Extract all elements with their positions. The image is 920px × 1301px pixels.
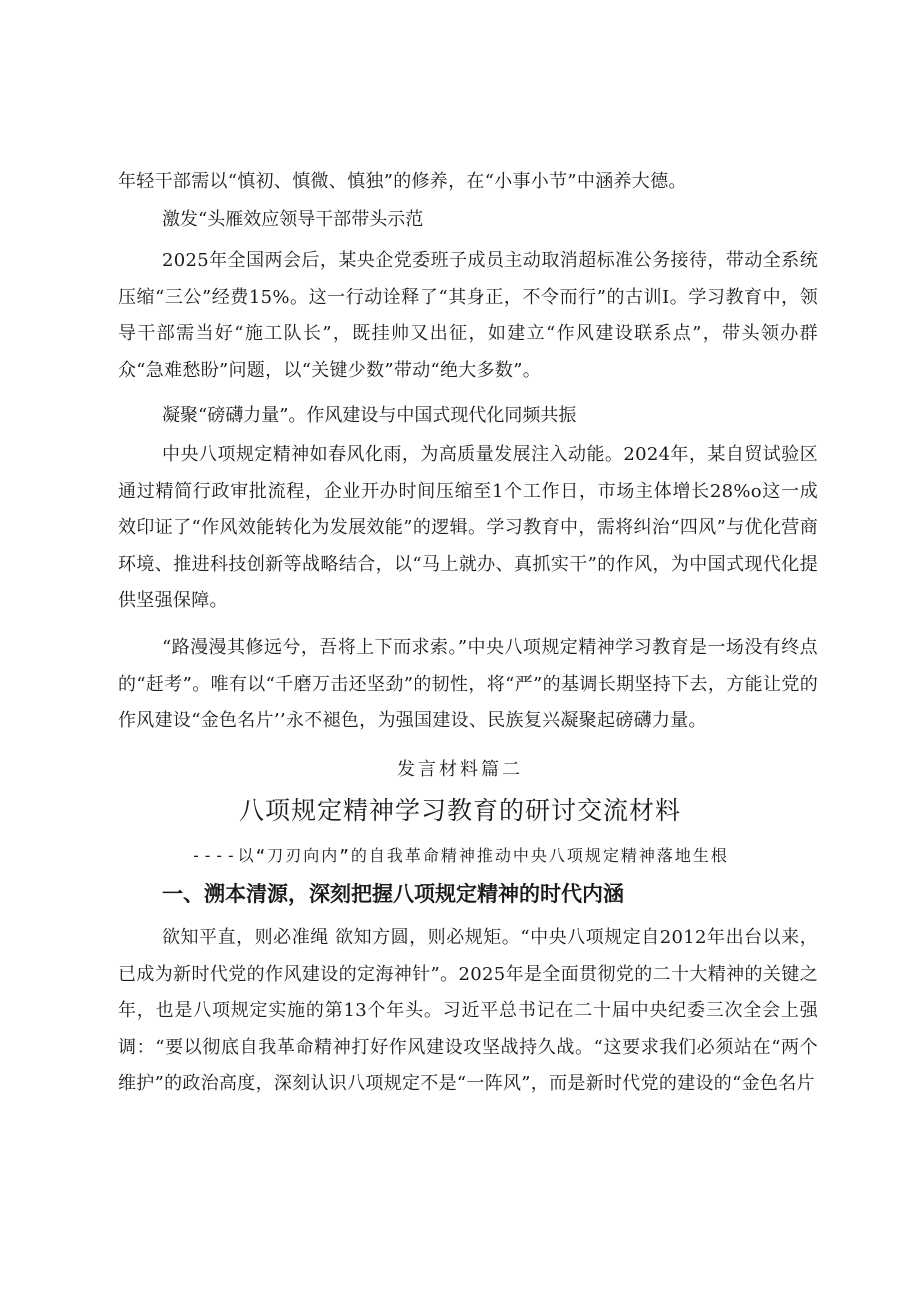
- document-title: 八项规定精神学习教育的研讨交流材料: [238, 796, 681, 825]
- paragraph-strength: 中央八项规定精神如春风化雨，为高质量发展注入动能。2024年，某自贸试验区通过精简行政审批流程，企业开办时间压缩至1个工作日，市场主体增长28%o这一成效印证了“作风效能转化为发展效能”的逻辑。学习教育中，需将纠治“四风”与优化营商环境、推进科技创新等战略结合，以“马上就办、真抓实干”的作风，为中国式现代化提供坚强保障。: [118, 444, 818, 611]
- subheading-leading-example: 激发“头雁效应领导干部带头示范: [162, 209, 424, 230]
- paragraph-leading-example: 2025年全国两会后，某央企党委班子成员主动取消超标准公务接待，带动全系统压缩“三公”经费15%。这一行动诠释了“其身正，不令而行”的古训I。学习教育中，领导干部需当好“施工队长”，既挂帅又出征，如建立“作风建设联系点”，带头领办群众“急难愁盼”问题，以“关键少数”带动“绝大多数”。: [118, 250, 818, 381]
- document-subtitle: ----以“刀刃向内”的自我革命精神推动中央八项规定精神落地生根: [191, 846, 729, 865]
- paragraph-conclusion: “路漫漫其修远兮，吾将上下而求索。”中央八项规定精神学习教育是一场没有终点的“赶考”。唯有以“千磨万击还坚劲”的韧性，将“严”的基调长期坚持下去，方能让党的作风建设“金色名片’’永不褪色，为强国建设、民族复兴凝聚起磅礴力量。: [118, 637, 818, 731]
- section-label: 发言材料篇二: [397, 759, 523, 780]
- paragraph-intro-tail: 年轻干部需以“慎初、慎微、慎独”的修养，在“小事小节”中涵养大德。: [118, 171, 687, 192]
- paragraph-section-1: 欲知平直，则必准绳 欲知方圆，则必规矩。“中央八项规定自2012年出台以来，已成为新时代党的作风建设的定海神针”。2025年是全面贯彻党的二十大精神的关键之年，也是八项规定实施的第13个年头。习近平总书记在二十届中央纪委三次全会上强调：“要以彻底自我革命精神打好作风建设攻坚战持久战。“这要求我们必须站在“两个维护”的政治高度，深刻认识八项规定不是“一阵风”，而是新时代党的建设的“金色名片: [118, 927, 818, 1094]
- section-heading-1: 一、溯本清源，深刻把握八项规定精神的时代内涵: [162, 882, 624, 906]
- subheading-strength: 凝聚“磅礴力量”。作风建设与中国式现代化同频共振: [162, 405, 577, 426]
